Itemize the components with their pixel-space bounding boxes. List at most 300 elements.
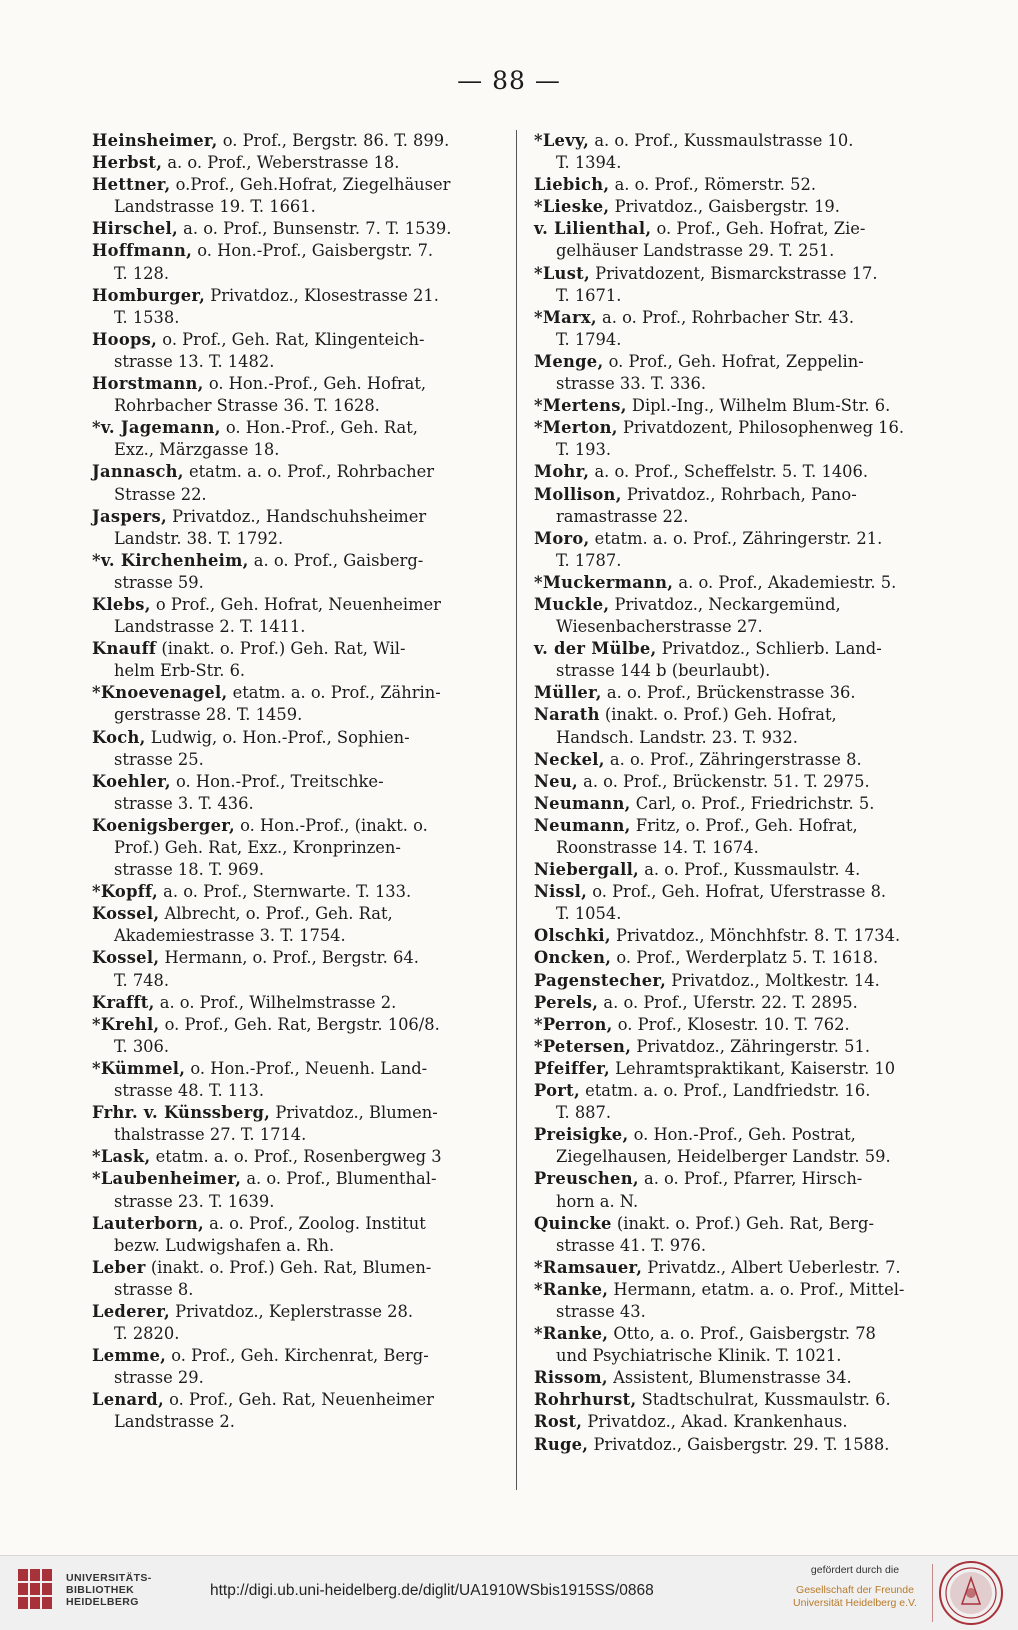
directory-entry (534, 218, 934, 262)
directory-entry (92, 506, 492, 550)
entry-first-line (534, 815, 934, 837)
entry-continuation-line: strasse 144 b (beurlaubt). (556, 661, 771, 681)
entry-name: Preuschen, (534, 1169, 639, 1189)
library-name (66, 1572, 152, 1608)
directory-entry (534, 484, 934, 528)
directory-entry (534, 528, 934, 572)
entry-details: a. o. Prof., Brückenstr. 51. T. 2975. (577, 771, 870, 791)
entry-details: Privatdoz., Gaisbergstr. 19. (609, 197, 840, 217)
entry-details: Dipl.-Ing., Wilhelm Blum-Str. 6. (626, 396, 891, 416)
entry-details: a. o. Prof., Weberstrasse 18. (162, 153, 400, 173)
entry-name: Nissl, (534, 882, 588, 902)
entry-details: a. o. Prof., Pfarrer, Hirsch- (638, 1169, 863, 1189)
entry-name: Lauterborn, (92, 1213, 204, 1233)
entry-first-line (534, 1213, 934, 1235)
directory-entry (534, 196, 934, 218)
entry-details: o. Prof., Geh. Hofrat, Zie- (651, 219, 866, 239)
entry-name: Lederer, (92, 1301, 170, 1321)
entry-first-line (534, 1434, 934, 1456)
directory-entry (534, 1213, 934, 1257)
entry-name: Heinsheimer, (92, 131, 218, 150)
right-column (534, 130, 934, 1456)
entry-name: Mohr, (534, 462, 590, 482)
entry-name: Rissom, (534, 1368, 608, 1388)
entry-name: Frhr. v. Künssberg, (92, 1103, 271, 1123)
entry-first-line (534, 1168, 934, 1190)
entry-first-line (92, 285, 492, 307)
entry-first-line (534, 1367, 934, 1389)
entry-continuation-line: Landstrasse 2. T. 1411. (114, 617, 306, 637)
directory-entry (534, 881, 934, 925)
entry-details: o. Hon.-Prof., Treitschke- (170, 771, 384, 791)
entry-details: Hermann, etatm. a. o. Prof., Mittel- (608, 1279, 905, 1299)
directory-entry (534, 572, 934, 594)
directory-entry (534, 682, 934, 704)
entry-details: a. o. Prof., Kussmaulstr. 4. (639, 860, 861, 880)
entry-details: o. Hon.-Prof., Geh. Postrat, (628, 1125, 856, 1145)
entry-continuation-line: Landstr. 38. T. 1792. (114, 528, 284, 548)
entry-name: *Perron, (534, 1014, 613, 1034)
entry-name: Herbst, (92, 153, 163, 173)
entry-details: etatm. a. o. Prof., Rohrbacher (183, 462, 435, 482)
entry-details: (inakt. o. Prof.) Geh. Rat, Blumen- (145, 1257, 432, 1277)
directory-entry (92, 152, 492, 174)
entry-details: etatm. a. o. Prof., Zähringerstr. 21. (589, 528, 883, 548)
directory-entry (534, 1367, 934, 1389)
entry-first-line (92, 1257, 492, 1279)
entry-first-line (534, 947, 934, 969)
directory-entry (92, 727, 492, 771)
directory-entry (534, 351, 934, 395)
entry-continuation-line: T. 128. (114, 263, 170, 283)
directory-entry (534, 461, 934, 483)
entry-first-line (92, 594, 492, 616)
entry-name: Narath (534, 705, 600, 725)
entry-name: *Marx, (534, 307, 597, 327)
entry-details: a. o. Prof., Gaisberg- (248, 550, 424, 570)
page-number: — 88 — (457, 66, 561, 95)
directory-entry (92, 881, 492, 903)
directory-entry (92, 1257, 492, 1301)
entry-name: Neumann, (534, 793, 631, 813)
entry-details: o. Prof., Klosestr. 10. T. 762. (612, 1014, 850, 1034)
directory-entry (92, 218, 492, 240)
directory-entry (92, 1058, 492, 1102)
entry-first-line (534, 749, 934, 771)
entry-name: *Knoevenagel, (92, 683, 228, 703)
entry-continuation-line: Handsch. Landstr. 23. T. 932. (556, 727, 798, 747)
entry-name: *Petersen, (534, 1036, 632, 1056)
directory-entry (534, 174, 934, 196)
entry-name: Hoops, (92, 329, 158, 349)
sponsor-label: gefördert durch die (810, 1564, 900, 1576)
entry-name: *Kümmel, (92, 1058, 186, 1078)
directory-entry (92, 373, 492, 417)
entry-name: Menge, (534, 351, 604, 371)
directory-entry (92, 1014, 492, 1058)
entry-name: Oncken, (534, 948, 612, 968)
entry-name: v. Lilienthal, (534, 219, 652, 239)
entry-details: Privatdoz., Zähringerstr. 51. (631, 1036, 871, 1056)
left-column (92, 130, 492, 1434)
entry-details: Lehramtspraktikant, Kaiserstr. 10 (609, 1058, 896, 1078)
entry-first-line (534, 1257, 934, 1279)
entry-details: o. Prof., Geh. Hofrat, Uferstrasse 8. (587, 882, 887, 902)
directory-entry (534, 1389, 934, 1411)
entry-first-line (534, 1014, 934, 1036)
library-name-line: HEIDELBERG (66, 1596, 139, 1608)
column-divider (516, 130, 517, 1490)
directory-entry (534, 638, 934, 682)
directory-entry (92, 992, 492, 1014)
entry-name: Moro, (534, 528, 590, 548)
entry-continuation-line: Wiesenbacherstrasse 27. (556, 617, 763, 637)
entry-name: Neu, (534, 771, 578, 791)
entry-first-line (534, 881, 934, 903)
directory-entry (534, 1036, 934, 1058)
entry-name: *Merton, (534, 418, 618, 438)
entry-first-line (92, 682, 492, 704)
entry-name: Kossel, (92, 948, 160, 968)
directory-entry (534, 1014, 934, 1036)
entry-continuation-line: Strasse 22. (114, 484, 207, 504)
entry-name: *v. Kirchenheim, (92, 550, 249, 570)
entry-first-line (92, 1213, 492, 1235)
entry-first-line (534, 793, 934, 815)
entry-first-line (92, 218, 492, 240)
entry-details: a. o. Prof., Sternwarte. T. 133. (157, 882, 412, 902)
entry-continuation-line: T. 1671. (556, 285, 622, 305)
entry-name: Liebich, (534, 175, 610, 195)
entry-details: etatm. a. o. Prof., Zährin- (227, 683, 441, 703)
directory-entry (534, 793, 934, 815)
entry-details: (inakt. o. Prof.) Geh. Rat, Berg- (611, 1213, 874, 1233)
entry-details: a. o. Prof., Blumenthal- (241, 1169, 437, 1189)
directory-entry (92, 815, 492, 881)
entry-first-line (92, 903, 492, 925)
directory-entry (92, 1345, 492, 1389)
entry-first-line (534, 528, 934, 550)
entry-first-line (92, 727, 492, 749)
entry-details: Privatdoz., Klosestrasse 21. (205, 285, 439, 305)
entry-first-line (534, 1124, 934, 1146)
entry-details: o Prof., Geh. Hofrat, Neuenheimer (150, 594, 441, 614)
entry-name: Hettner, (92, 175, 171, 195)
entry-details: Privatdoz., Keplerstrasse 28. (169, 1301, 414, 1321)
entry-first-line (534, 970, 934, 992)
directory-entry (92, 285, 492, 329)
entry-continuation-line: bezw. Ludwigshafen a. Rh. (114, 1235, 335, 1255)
entry-continuation-line: strasse 48. T. 113. (114, 1081, 265, 1101)
entry-first-line (534, 484, 934, 506)
library-name-line: BIBLIOTHEK (66, 1584, 135, 1596)
directory-entry (534, 263, 934, 307)
entry-first-line (92, 992, 492, 1014)
entry-first-line (92, 771, 492, 793)
entry-name: Hirschel, (92, 219, 178, 239)
entry-details: o. Prof., Geh. Kirchenrat, Berg- (166, 1346, 429, 1366)
entry-name: *Krehl, (92, 1014, 160, 1034)
entry-continuation-line: strasse 18. T. 969. (114, 860, 265, 880)
entry-first-line (534, 1411, 934, 1433)
entry-first-line (92, 1102, 492, 1124)
entry-name: Hoffmann, (92, 241, 193, 261)
directory-entry (92, 1389, 492, 1433)
entry-name: Pagenstecher, (534, 970, 667, 990)
directory-entry (534, 749, 934, 771)
entry-name: v. der Mülbe, (534, 639, 657, 659)
permalink-url[interactable]: http://digi.ub.uni-heidelberg.de/diglit/UA1910WSbis1915SS/0868 (210, 1582, 654, 1599)
entry-continuation-line: strasse 29. (114, 1368, 204, 1388)
directory-entry (92, 130, 492, 152)
entry-continuation-line: Ziegelhausen, Heidelberger Landstr. 59. (556, 1147, 891, 1167)
entry-name: Jaspers, (92, 506, 167, 526)
directory-entry (92, 903, 492, 947)
entry-continuation-line: T. 887. (556, 1103, 612, 1123)
entry-name: Rohrhurst, (534, 1390, 637, 1410)
entry-first-line (92, 815, 492, 837)
entry-name: Quincke (534, 1213, 612, 1233)
entry-details: Ludwig, o. Hon.-Prof., Sophien- (145, 727, 410, 747)
entry-details: a. o. Prof., Wilhelmstrasse 2. (154, 992, 397, 1012)
entry-first-line (534, 1080, 934, 1102)
entry-details: o. Hon.-Prof., Neuenh. Land- (185, 1058, 428, 1078)
entry-first-line (92, 373, 492, 395)
university-seal-icon (938, 1560, 1004, 1626)
entry-details: etatm. a. o. Prof., Rosenbergweg 3 (150, 1147, 442, 1167)
directory-entry (534, 594, 934, 638)
entry-name: *Ranke, (534, 1324, 609, 1344)
entry-name: *Muckermann, (534, 572, 674, 592)
entry-name: Neckel, (534, 749, 605, 769)
entry-name: Lenard, (92, 1390, 164, 1410)
entry-details: a. o. Prof., Zoolog. Institut (203, 1213, 426, 1233)
directory-entry (534, 307, 934, 351)
directory-entry (534, 704, 934, 748)
entry-continuation-line: Prof.) Geh. Rat, Exz., Kronprinzen- (114, 838, 401, 857)
entry-details: Albrecht, o. Prof., Geh. Rat, (159, 904, 393, 924)
entry-details: o. Prof., Geh. Hofrat, Zeppelin- (603, 351, 864, 371)
directory-entry (534, 1124, 934, 1168)
entry-first-line (92, 1058, 492, 1080)
entry-details: Assistent, Blumenstrasse 34. (607, 1368, 852, 1388)
entry-first-line (534, 925, 934, 947)
entry-continuation-line: und Psychiatrische Klinik. T. 1021. (556, 1346, 842, 1366)
sponsor-name (785, 1584, 925, 1610)
entry-first-line (92, 1146, 492, 1168)
entry-details: a. o. Prof., Brückenstrasse 36. (601, 683, 856, 703)
directory-entry (534, 1058, 934, 1080)
entry-first-line (92, 152, 492, 174)
entry-continuation-line: T. 1787. (556, 550, 622, 570)
entry-details: (inakt. o. Prof.) Geh. Rat, Wil- (156, 639, 406, 659)
entry-details: o. Hon.-Prof., Geh. Hofrat, (203, 374, 427, 394)
entry-continuation-line: thalstrasse 27. T. 1714. (114, 1125, 307, 1145)
directory-entry (92, 550, 492, 594)
entry-name: Olschki, (534, 926, 611, 946)
entry-continuation-line: Landstrasse 19. T. 1661. (114, 197, 316, 217)
entry-continuation-line: Akademiestrasse 3. T. 1754. (114, 926, 346, 946)
entry-name: *Ramsauer, (534, 1257, 643, 1277)
entry-name: Homburger, (92, 285, 206, 305)
directory-entry (534, 925, 934, 947)
sponsor-name-line: Gesellschaft der Freunde (796, 1584, 914, 1596)
library-name-line: UNIVERSITÄTS- (66, 1572, 152, 1584)
entry-name: Koenigsberger, (92, 815, 235, 835)
directory-entry (92, 771, 492, 815)
entry-name: Neumann, (534, 815, 631, 835)
entry-name: *Levy, (534, 131, 590, 150)
entry-first-line (92, 550, 492, 572)
entry-details: o. Prof., Geh. Rat, Bergstr. 106/8. (159, 1014, 440, 1034)
entry-first-line (92, 240, 492, 262)
directory-entry (92, 1168, 492, 1212)
entry-name: Rost, (534, 1412, 583, 1432)
entry-first-line (534, 307, 934, 329)
directory-entry (534, 1323, 934, 1367)
entry-details: o.Prof., Geh.Hofrat, Ziegelhäuser (170, 175, 451, 195)
directory-entry (92, 461, 492, 505)
entry-first-line (92, 329, 492, 351)
footer-bar (0, 1555, 1018, 1630)
entry-name: *Lieske, (534, 197, 610, 217)
entry-first-line (534, 174, 934, 196)
entry-continuation-line: T. 1054. (556, 904, 622, 924)
entry-first-line (534, 1389, 934, 1411)
entry-details: Privatdz., Albert Ueberlestr. 7. (642, 1257, 901, 1277)
entry-continuation-line: T. 1538. (114, 307, 180, 327)
entry-first-line (534, 1036, 934, 1058)
entry-continuation-line: strasse 3. T. 436. (114, 793, 254, 813)
entry-details: o. Hon.-Prof., Geh. Rat, (220, 418, 418, 438)
directory-entry (534, 992, 934, 1014)
entry-first-line (92, 1168, 492, 1190)
directory-entry (534, 1080, 934, 1124)
entry-continuation-line: strasse 41. T. 976. (556, 1235, 707, 1255)
entry-details: o. Prof., Geh. Rat, Klingenteich- (157, 329, 425, 349)
entry-first-line (92, 1014, 492, 1036)
entry-name: Koch, (92, 727, 146, 747)
entry-first-line (92, 174, 492, 196)
entry-first-line (534, 218, 934, 240)
entry-first-line (534, 992, 934, 1014)
entry-name: Jannasch, (92, 462, 184, 482)
entry-first-line (534, 1058, 934, 1080)
entry-first-line (534, 461, 934, 483)
entry-details: a. o. Prof., Zähringerstrasse 8. (604, 749, 862, 769)
entry-first-line (92, 130, 492, 152)
directory-entry (534, 970, 934, 992)
entry-name: *Mertens, (534, 396, 627, 416)
entry-name: *Lask, (92, 1147, 151, 1167)
entry-continuation-line: Exz., Märzgasse 18. (114, 440, 280, 460)
entry-details: o. Hon.-Prof., Gaisbergstr. 7. (192, 241, 434, 261)
entry-details: o. Prof., Bergstr. 86. T. 899. (217, 131, 450, 150)
entry-continuation-line: gelhäuser Landstrasse 29. T. 251. (556, 241, 835, 261)
entry-first-line (92, 638, 492, 660)
entry-name: Perels, (534, 992, 599, 1012)
entry-continuation-line: strasse 43. (556, 1301, 646, 1321)
entry-name: *Kopff, (92, 882, 158, 902)
entry-first-line (92, 417, 492, 439)
entry-continuation-line: Rohrbacher Strasse 36. T. 1628. (114, 396, 380, 416)
entry-first-line (92, 881, 492, 903)
entry-name: Koehler, (92, 771, 171, 791)
entry-first-line (534, 1323, 934, 1345)
entry-details: o. Prof., Geh. Rat, Neuenheimer (163, 1390, 434, 1410)
directory-entry (534, 859, 934, 881)
entry-name: Port, (534, 1081, 580, 1101)
entry-first-line (534, 395, 934, 417)
entry-details: a. o. Prof., Uferstr. 22. T. 2895. (598, 992, 858, 1012)
directory-entry (92, 1301, 492, 1345)
entry-first-line (534, 638, 934, 660)
entry-first-line (534, 594, 934, 616)
directory-entry (92, 1146, 492, 1168)
entry-continuation-line: T. 1794. (556, 329, 622, 349)
entry-name: Mollison, (534, 484, 622, 504)
directory-entry (92, 947, 492, 991)
directory-entry (92, 1102, 492, 1146)
sponsor-divider (932, 1564, 933, 1622)
directory-entry (534, 1279, 934, 1323)
entry-details: Privatdoz., Neckargemünd, (609, 594, 841, 614)
entry-details: Privatdoz., Akad. Krankenhaus. (582, 1412, 848, 1432)
entry-name: *Ranke, (534, 1279, 609, 1299)
entry-first-line (534, 196, 934, 218)
directory-entry (92, 240, 492, 284)
entry-details: a. o. Prof., Kussmaulstrasse 10. (589, 131, 854, 150)
entry-details: (inakt. o. Prof.) Geh. Hofrat, (599, 705, 837, 725)
entry-details: Stadtschulrat, Kussmaulstr. 6. (636, 1390, 891, 1410)
entry-first-line (534, 417, 934, 439)
entry-name: Niebergall, (534, 860, 640, 880)
entry-first-line (534, 351, 934, 373)
entry-details: Carl, o. Prof., Friedrichstr. 5. (630, 793, 875, 813)
directory-entry (534, 395, 934, 417)
entry-name: Muckle, (534, 594, 610, 614)
entry-details: a. o. Prof., Römerstr. 52. (609, 175, 817, 195)
directory-entry (92, 329, 492, 373)
entry-continuation-line: ramastrasse 22. (556, 506, 689, 526)
directory-entry (534, 947, 934, 969)
directory-entry (534, 815, 934, 859)
entry-name: Müller, (534, 683, 602, 703)
entry-name: *v. Jagemann, (92, 418, 221, 438)
entry-name: Horstmann, (92, 374, 204, 394)
entry-details: Privatdoz., Schlierb. Land- (656, 639, 882, 659)
entry-continuation-line: horn a. N. (556, 1191, 639, 1211)
directory-entry (92, 417, 492, 461)
entry-name: *Lust, (534, 263, 590, 283)
sponsor-name-line: Universität Heidelberg e.V. (793, 1597, 917, 1609)
entry-details: Hermann, o. Prof., Bergstr. 64. (159, 948, 419, 968)
directory-entry (92, 594, 492, 638)
entry-continuation-line: T. 748. (114, 970, 170, 990)
entry-first-line (92, 1301, 492, 1323)
directory-entry (534, 771, 934, 793)
entry-continuation-line: strasse 23. T. 1639. (114, 1191, 275, 1211)
entry-first-line (92, 1345, 492, 1367)
directory-entry (92, 682, 492, 726)
entry-details: a. o. Prof., Akademiestr. 5. (673, 572, 897, 592)
entry-name: Lemme, (92, 1346, 167, 1366)
entry-first-line (534, 704, 934, 726)
entry-details: Privatdoz., Handschuhsheimer (166, 506, 427, 526)
directory-entry (534, 130, 934, 174)
entry-continuation-line: T. 193. (556, 440, 612, 460)
entry-first-line (92, 1389, 492, 1411)
